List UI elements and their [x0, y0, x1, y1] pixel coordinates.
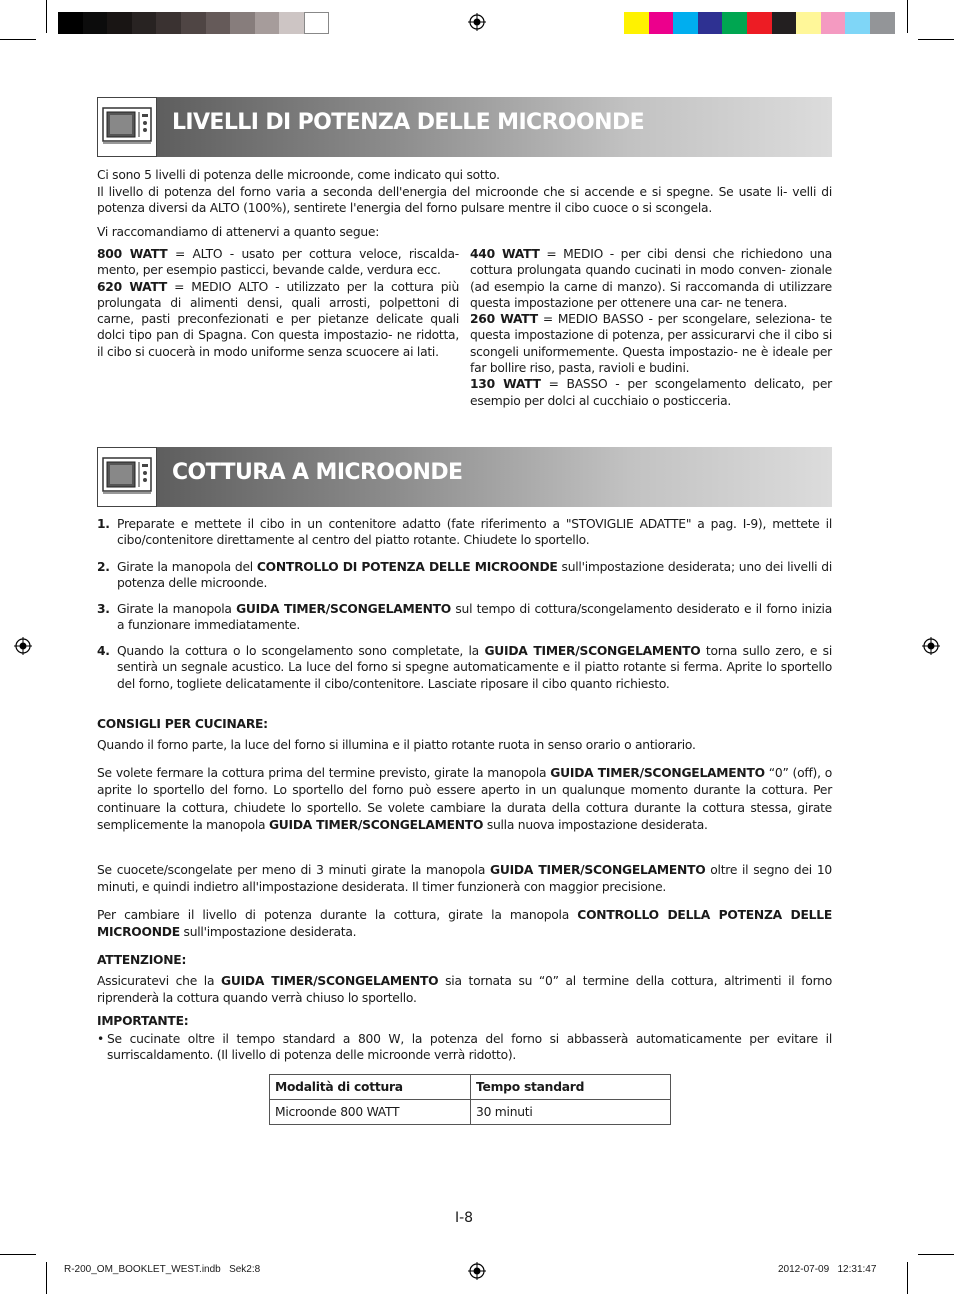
- table-row: [270, 1100, 671, 1125]
- step-text: Girate la manopola: [117, 602, 237, 616]
- tip-paragraph: Se cuocete/scongelate per meno di 3 minuti girate la manopola GUIDA TIMER/SCONGELAMENTO oltre il segno dei 10 minuti, e quindi indietro all'impostazione desiderata. Il timer funzionerà con maggior precisione.: [97, 863, 832, 895]
- color-swatch: [181, 12, 206, 34]
- color-swatch: [722, 12, 747, 34]
- standard-time-table: [269, 1074, 671, 1125]
- attention-paragraph: Assicuratevi che la GUIDA TIMER/SCONGELAMENTO sia tornata su “0” al termine della cottura, altrimenti il forno riprenderà la cottura quando verrà chiuso lo sportello.: [97, 974, 832, 1006]
- step-item: [97, 601, 832, 634]
- registration-mark-icon: [468, 13, 486, 31]
- step-item: [97, 516, 832, 549]
- step-text: Girate la manopola del: [117, 560, 257, 574]
- crop-mark: [46, 0, 47, 33]
- crop-mark: [907, 0, 908, 33]
- color-swatch: [698, 12, 723, 34]
- tip-paragraph: Quando il forno parte, la luce del forno si illumina e il piatto rotante ruota in senso orario o antiorario.: [97, 738, 696, 752]
- table-header-row: [270, 1075, 671, 1100]
- step-item: [97, 559, 832, 592]
- power-label: 130 WATT: [470, 377, 541, 392]
- control-name: GUIDA TIMER/SCONGELAMENTO: [550, 766, 765, 780]
- color-swatch: [304, 12, 329, 34]
- power-description: = MEDIO BASSO - per scongelare, seleziona- te questa impostazione di potenza, per assicurarvi che il cibo si scongeli uniformemente. Questa impostazio- ne è ideale per far bollire riso, pasta, ravioli e budini.: [470, 312, 832, 376]
- step-number: 2.: [97, 560, 110, 574]
- color-swatch: [870, 12, 895, 34]
- crop-mark: [918, 39, 954, 40]
- table-cell: 30 minuti: [471, 1100, 671, 1125]
- color-swatch: [796, 12, 821, 34]
- control-name: GUIDA TIMER/SCONGELAMENTO: [484, 644, 701, 658]
- color-swatch: [279, 12, 304, 34]
- registration-mark-icon: [14, 637, 32, 655]
- power-description: = MEDIO - per cibi densi che richiedono una cottura prolungata quando cucinati in modo conven- zionale (ad esempio la carne di manzo). Si raccomanda di utilizzare questa impostazione per ottenere una car- ne tenera.: [470, 247, 832, 310]
- power-label: 800 WATT: [97, 247, 168, 261]
- color-swatch: [83, 12, 108, 34]
- step-text: Quando la cottura o lo scongelamento sono completate, la: [117, 644, 485, 658]
- intro-line-1: Ci sono 5 livelli di potenza delle microonde, come indicato qui sotto.: [97, 168, 500, 182]
- table-cell: Microonde 800 WATT: [270, 1100, 471, 1125]
- important-paragraph: Se cucinate oltre il tempo standard a 800 W, la potenza del forno si abbasserà automaticamente per evitare il surriscaldamento. (Il livello di potenza delle microonde verrà ridotto).: [107, 1032, 832, 1063]
- power-description: = MEDIO ALTO - utilizzato per la cottura più prolungata di alimenti densi, quali arrosti, polpettoni di carne, pasti preconfezionati e per pietanze delicate quali dolci tipo pan di Spagna. Con questa impostazio- ne ridotta, il cibo si cuocerà in modo uniforme senza scuocere ai lati.: [97, 279, 459, 359]
- tip-paragraph: Per cambiare il livello di potenza durante la cottura, girate la manopola CONTROLLO DELLA POTENZA DELLE MICROONDE sull'impostazione desiderata.: [97, 908, 832, 940]
- banner-bar: [157, 97, 832, 157]
- microwave-icon: [97, 447, 157, 507]
- banner-bar: [157, 447, 832, 507]
- page-number: I-8: [455, 1210, 474, 1226]
- crop-mark: [46, 1262, 47, 1294]
- control-name: GUIDA TIMER/SCONGELAMENTO: [221, 974, 439, 988]
- control-name: CONTROLLO DELLA POTENZA DELLE MICROONDE: [97, 908, 832, 940]
- crop-mark: [907, 1262, 908, 1294]
- attention-heading: ATTENZIONE:: [97, 953, 187, 967]
- color-swatch: [845, 12, 870, 34]
- table-header-cell: Tempo standard: [471, 1075, 671, 1100]
- footer-file-info: R-200_OM_BOOKLET_WEST.indb Sek2:8: [64, 1264, 261, 1275]
- section-banner-power-levels: [97, 97, 832, 157]
- power-levels-right-column: [470, 246, 832, 409]
- step-number: 3.: [97, 602, 110, 616]
- crop-mark: [0, 1254, 36, 1255]
- color-swatch: [649, 12, 674, 34]
- color-swatch: [255, 12, 280, 34]
- color-swatch: [132, 12, 157, 34]
- control-name: GUIDA TIMER/SCONGELAMENTO: [236, 602, 452, 616]
- power-label: 440 WATT: [470, 247, 540, 261]
- step-text: sul tempo di cottura/scongelamento desiderato e il forno inizia a funzionare immediatamente.: [117, 602, 832, 633]
- step-number: 4.: [97, 644, 110, 658]
- step-item: [97, 643, 832, 692]
- step-text: Preparate e mettete il cibo in un contenitore adatto (fate riferimento a "STOVIGLIE ADATTE" a pag. I-9), mettete il cibo/contenitore direttamente al centro del piatto rotante. Chiudete lo sportello.: [117, 517, 832, 548]
- intro-line-3: Vi raccomandiamo di attenervi a quanto segue:: [97, 225, 380, 239]
- bullet-marker: •: [97, 1032, 105, 1046]
- power-levels-left-column: [97, 246, 459, 360]
- section-title: LIVELLI DI POTENZA DELLE MICROONDE: [172, 110, 645, 135]
- section-title: COTTURA A MICROONDE: [172, 460, 463, 485]
- color-swatch: [821, 12, 846, 34]
- power-label: 260 WATT: [470, 312, 538, 327]
- color-swatch: [624, 12, 649, 34]
- color-swatch: [206, 12, 231, 34]
- registration-mark-icon: [468, 1262, 486, 1280]
- color-swatch: [673, 12, 698, 34]
- color-swatch: [747, 12, 772, 34]
- step-text: torna sullo zero, e si sentirà un segnale acustico. La luce del forno si spegne automaticamente e il piatto rotante si ferma. Aprite lo sportello del forno, togliete delicatamente il cibo/contenitore. Lasciate riposare il cibo quanto richiesto.: [117, 644, 832, 691]
- step-text: sull'impostazione desiderata; uno dei livelli di potenza delle microonde.: [117, 560, 833, 591]
- crop-mark: [0, 39, 36, 40]
- important-heading: IMPORTANTE:: [97, 1014, 189, 1028]
- color-swatch: [772, 12, 797, 34]
- color-swatch: [58, 12, 83, 34]
- power-label: 620 WATT: [97, 279, 168, 294]
- intro-paragraph: Il livello di potenza del forno varia a seconda dell'energia del microonde che si accende e si spegne. Se usate li- velli di potenza diversi da ALTO (100%), sentirete l'energia del forno pulsare mentre il cibo cuoce o si scongela.: [97, 185, 832, 216]
- color-swatch: [230, 12, 255, 34]
- control-name: GUIDA TIMER/SCONGELAMENTO: [268, 818, 484, 833]
- crop-mark: [918, 1254, 954, 1255]
- registration-mark-icon: [922, 637, 940, 655]
- color-swatch: [156, 12, 181, 34]
- control-name: CONTROLLO DI POTENZA DELLE MICROONDE: [256, 560, 558, 574]
- control-name: GUIDA TIMER/SCONGELAMENTO: [490, 863, 706, 877]
- footer-timestamp: 2012-07-09 12:31:47: [778, 1264, 877, 1275]
- color-swatch: [107, 12, 132, 34]
- microwave-icon: [97, 97, 157, 157]
- color-swatch-bar: [624, 12, 895, 34]
- power-description: = ALTO - usato per cottura veloce, riscalda- mento, per esempio pasticci, bevande calde, verdura ecc.: [97, 247, 459, 278]
- gray-swatch-bar: [58, 12, 329, 34]
- section-banner-cooking: [97, 447, 832, 507]
- table-header-cell: Modalità di cottura: [270, 1075, 471, 1100]
- tip-paragraph: Se volete fermare la cottura prima del termine previsto, girate la manopola GUIDA TIMER/SCONGELAMENTO “0” (off), o aprite lo sportello del forno. Lo sportello del forno può essere aperto in un qualunque momento durante la cottura. Per continuare la cottura, chiudete lo sportello. Se volete cambiare la durata della cottura durante la cottura stessa, girate semplicemente la manopola GUIDA TIMER/SCONGELAMENTO sulla nuova impostazione desiderata.: [97, 766, 832, 833]
- power-description: = BASSO - per scongelamento delicato, per esempio per dolci al cucchiaio o posticceria.: [470, 377, 832, 408]
- tips-heading: CONSIGLI PER CUCINARE:: [97, 717, 268, 731]
- step-number: 1.: [97, 517, 110, 531]
